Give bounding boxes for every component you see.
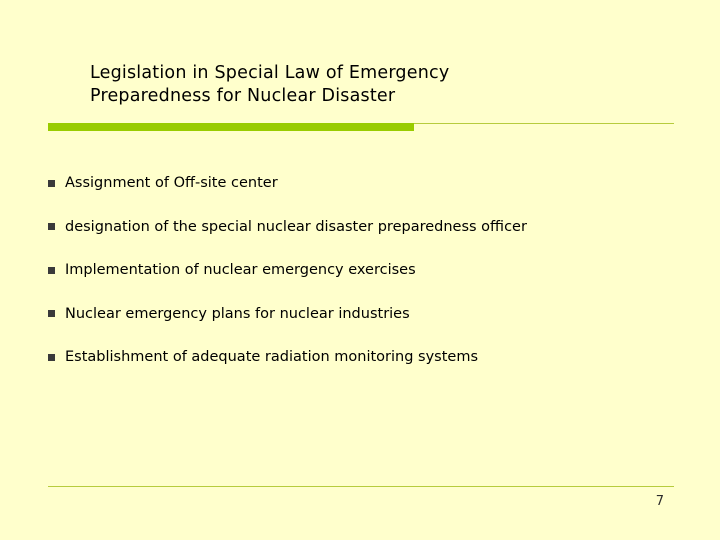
slide-title-line-1: Legislation in Special Law of Emergency — [90, 63, 450, 83]
title-accent-bar — [48, 123, 414, 131]
bullet-text: Nuclear emergency plans for nuclear industries — [65, 305, 410, 322]
square-bullet-icon — [48, 180, 55, 187]
slide-title-line-2: Preparedness for Nuclear Disaster — [90, 86, 396, 106]
bullet-text: designation of the special nuclear disaster preparedness officer — [65, 218, 527, 235]
square-bullet-icon — [48, 267, 55, 274]
bullet-text: Assignment of Off-site center — [65, 175, 278, 191]
bullet-list — [46, 173, 686, 391]
bullet-item — [46, 217, 686, 237]
bullet-text: Implementation of nuclear emergency exercises — [65, 262, 416, 278]
page-number: 7 — [655, 494, 664, 509]
bullet-text: Establishment of adequate radiation monitoring systems — [65, 349, 479, 365]
slide-title — [90, 62, 650, 108]
bullet-item — [46, 173, 686, 193]
square-bullet-icon — [48, 223, 55, 230]
square-bullet-icon — [48, 354, 55, 361]
bullet-item — [46, 304, 686, 324]
square-bullet-icon — [48, 310, 55, 317]
footer-divider-line — [48, 486, 674, 487]
bullet-item — [46, 260, 686, 280]
bullet-item — [46, 347, 686, 367]
